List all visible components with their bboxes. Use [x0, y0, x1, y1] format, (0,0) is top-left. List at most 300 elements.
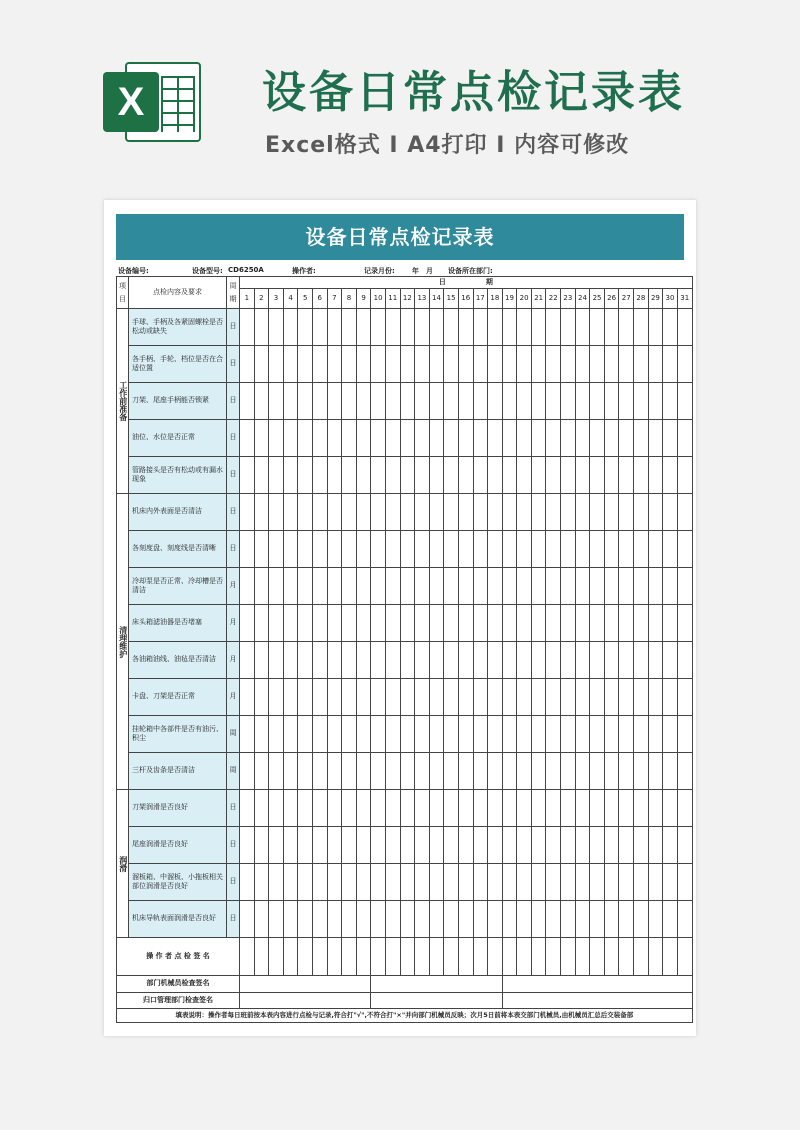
check-cell[interactable]	[546, 753, 561, 790]
check-cell[interactable]	[634, 531, 649, 568]
check-cell[interactable]	[531, 309, 546, 346]
check-cell[interactable]	[619, 605, 634, 642]
check-cell[interactable]	[312, 420, 327, 457]
check-cell[interactable]	[663, 383, 678, 420]
check-cell[interactable]	[356, 309, 371, 346]
check-cell[interactable]	[240, 642, 255, 679]
check-cell[interactable]	[546, 309, 561, 346]
check-cell[interactable]	[590, 679, 605, 716]
check-cell[interactable]	[663, 827, 678, 864]
check-cell[interactable]	[371, 420, 386, 457]
check-cell[interactable]	[400, 827, 415, 864]
check-cell[interactable]	[415, 309, 430, 346]
check-cell[interactable]	[531, 827, 546, 864]
check-cell[interactable]	[663, 864, 678, 901]
check-cell[interactable]	[429, 642, 444, 679]
check-cell[interactable]	[298, 568, 313, 605]
sign-cell[interactable]	[502, 976, 692, 993]
check-cell[interactable]	[327, 457, 342, 494]
check-cell[interactable]	[634, 864, 649, 901]
check-cell[interactable]	[385, 568, 400, 605]
check-cell[interactable]	[458, 790, 473, 827]
check-cell[interactable]	[254, 531, 269, 568]
check-cell[interactable]	[619, 346, 634, 383]
check-cell[interactable]	[531, 383, 546, 420]
check-cell[interactable]	[604, 864, 619, 901]
check-cell[interactable]	[546, 790, 561, 827]
check-cell[interactable]	[546, 420, 561, 457]
check-cell[interactable]	[634, 457, 649, 494]
check-cell[interactable]	[575, 420, 590, 457]
check-cell[interactable]	[590, 790, 605, 827]
check-cell[interactable]	[663, 309, 678, 346]
check-cell[interactable]	[240, 309, 255, 346]
check-cell[interactable]	[342, 383, 357, 420]
check-cell[interactable]	[444, 309, 459, 346]
sign-cell[interactable]	[488, 938, 503, 976]
check-cell[interactable]	[488, 309, 503, 346]
check-cell[interactable]	[575, 716, 590, 753]
check-cell[interactable]	[429, 531, 444, 568]
sign-cell[interactable]	[502, 938, 517, 976]
check-cell[interactable]	[546, 901, 561, 938]
check-cell[interactable]	[327, 568, 342, 605]
check-cell[interactable]	[502, 383, 517, 420]
check-cell[interactable]	[502, 790, 517, 827]
check-cell[interactable]	[254, 901, 269, 938]
check-cell[interactable]	[444, 753, 459, 790]
check-cell[interactable]	[240, 864, 255, 901]
check-cell[interactable]	[677, 531, 692, 568]
check-cell[interactable]	[327, 346, 342, 383]
check-cell[interactable]	[327, 827, 342, 864]
check-cell[interactable]	[517, 753, 532, 790]
check-cell[interactable]	[429, 901, 444, 938]
check-cell[interactable]	[604, 642, 619, 679]
check-cell[interactable]	[254, 420, 269, 457]
check-cell[interactable]	[269, 716, 284, 753]
check-cell[interactable]	[444, 901, 459, 938]
check-cell[interactable]	[371, 457, 386, 494]
check-cell[interactable]	[371, 568, 386, 605]
check-cell[interactable]	[517, 568, 532, 605]
check-cell[interactable]	[677, 420, 692, 457]
check-cell[interactable]	[269, 383, 284, 420]
check-cell[interactable]	[269, 827, 284, 864]
check-cell[interactable]	[283, 790, 298, 827]
check-cell[interactable]	[677, 642, 692, 679]
check-cell[interactable]	[575, 642, 590, 679]
check-cell[interactable]	[488, 531, 503, 568]
check-cell[interactable]	[473, 309, 488, 346]
check-cell[interactable]	[590, 494, 605, 531]
check-cell[interactable]	[371, 346, 386, 383]
check-cell[interactable]	[415, 383, 430, 420]
check-cell[interactable]	[488, 901, 503, 938]
check-cell[interactable]	[429, 346, 444, 383]
check-cell[interactable]	[619, 827, 634, 864]
check-cell[interactable]	[663, 346, 678, 383]
check-cell[interactable]	[531, 901, 546, 938]
check-cell[interactable]	[254, 568, 269, 605]
check-cell[interactable]	[473, 827, 488, 864]
check-cell[interactable]	[604, 901, 619, 938]
check-cell[interactable]	[429, 827, 444, 864]
check-cell[interactable]	[488, 827, 503, 864]
check-cell[interactable]	[604, 420, 619, 457]
check-cell[interactable]	[488, 457, 503, 494]
check-cell[interactable]	[385, 346, 400, 383]
check-cell[interactable]	[400, 383, 415, 420]
check-cell[interactable]	[269, 790, 284, 827]
check-cell[interactable]	[356, 753, 371, 790]
sign-cell[interactable]	[473, 938, 488, 976]
check-cell[interactable]	[429, 716, 444, 753]
check-cell[interactable]	[385, 864, 400, 901]
check-cell[interactable]	[531, 531, 546, 568]
check-cell[interactable]	[327, 420, 342, 457]
check-cell[interactable]	[298, 531, 313, 568]
check-cell[interactable]	[663, 901, 678, 938]
check-cell[interactable]	[648, 494, 663, 531]
check-cell[interactable]	[283, 568, 298, 605]
check-cell[interactable]	[312, 642, 327, 679]
check-cell[interactable]	[356, 457, 371, 494]
check-cell[interactable]	[575, 531, 590, 568]
check-cell[interactable]	[488, 642, 503, 679]
check-cell[interactable]	[531, 568, 546, 605]
check-cell[interactable]	[619, 864, 634, 901]
sign-cell[interactable]	[663, 938, 678, 976]
check-cell[interactable]	[254, 790, 269, 827]
check-cell[interactable]	[356, 494, 371, 531]
check-cell[interactable]	[400, 494, 415, 531]
check-cell[interactable]	[473, 605, 488, 642]
check-cell[interactable]	[444, 642, 459, 679]
check-cell[interactable]	[415, 901, 430, 938]
check-cell[interactable]	[575, 457, 590, 494]
check-cell[interactable]	[400, 531, 415, 568]
check-cell[interactable]	[575, 901, 590, 938]
check-cell[interactable]	[458, 753, 473, 790]
sign-cell[interactable]	[619, 938, 634, 976]
check-cell[interactable]	[575, 864, 590, 901]
check-cell[interactable]	[663, 457, 678, 494]
check-cell[interactable]	[619, 494, 634, 531]
sign-cell[interactable]	[444, 938, 459, 976]
check-cell[interactable]	[371, 531, 386, 568]
check-cell[interactable]	[269, 753, 284, 790]
check-cell[interactable]	[415, 346, 430, 383]
check-cell[interactable]	[531, 753, 546, 790]
check-cell[interactable]	[312, 864, 327, 901]
check-cell[interactable]	[429, 753, 444, 790]
check-cell[interactable]	[269, 901, 284, 938]
check-cell[interactable]	[342, 494, 357, 531]
check-cell[interactable]	[502, 864, 517, 901]
check-cell[interactable]	[429, 420, 444, 457]
check-cell[interactable]	[663, 642, 678, 679]
check-cell[interactable]	[663, 494, 678, 531]
check-cell[interactable]	[283, 494, 298, 531]
sign-cell[interactable]	[604, 938, 619, 976]
check-cell[interactable]	[385, 753, 400, 790]
check-cell[interactable]	[488, 346, 503, 383]
check-cell[interactable]	[502, 642, 517, 679]
check-cell[interactable]	[590, 827, 605, 864]
check-cell[interactable]	[634, 901, 649, 938]
check-cell[interactable]	[327, 642, 342, 679]
check-cell[interactable]	[254, 642, 269, 679]
check-cell[interactable]	[283, 605, 298, 642]
check-cell[interactable]	[677, 753, 692, 790]
check-cell[interactable]	[356, 642, 371, 679]
check-cell[interactable]	[415, 457, 430, 494]
check-cell[interactable]	[385, 494, 400, 531]
check-cell[interactable]	[619, 568, 634, 605]
check-cell[interactable]	[327, 605, 342, 642]
check-cell[interactable]	[298, 901, 313, 938]
check-cell[interactable]	[400, 457, 415, 494]
check-cell[interactable]	[561, 827, 576, 864]
check-cell[interactable]	[444, 568, 459, 605]
check-cell[interactable]	[561, 309, 576, 346]
check-cell[interactable]	[444, 790, 459, 827]
check-cell[interactable]	[269, 309, 284, 346]
check-cell[interactable]	[254, 753, 269, 790]
check-cell[interactable]	[254, 346, 269, 383]
check-cell[interactable]	[546, 346, 561, 383]
check-cell[interactable]	[663, 790, 678, 827]
check-cell[interactable]	[634, 642, 649, 679]
check-cell[interactable]	[283, 827, 298, 864]
check-cell[interactable]	[269, 420, 284, 457]
check-cell[interactable]	[677, 790, 692, 827]
check-cell[interactable]	[444, 531, 459, 568]
check-cell[interactable]	[371, 753, 386, 790]
check-cell[interactable]	[400, 605, 415, 642]
check-cell[interactable]	[502, 716, 517, 753]
check-cell[interactable]	[342, 827, 357, 864]
check-cell[interactable]	[269, 494, 284, 531]
check-cell[interactable]	[531, 864, 546, 901]
check-cell[interactable]	[415, 827, 430, 864]
check-cell[interactable]	[648, 420, 663, 457]
check-cell[interactable]	[283, 642, 298, 679]
check-cell[interactable]	[604, 383, 619, 420]
check-cell[interactable]	[546, 827, 561, 864]
check-cell[interactable]	[312, 605, 327, 642]
check-cell[interactable]	[444, 457, 459, 494]
check-cell[interactable]	[342, 568, 357, 605]
check-cell[interactable]	[400, 642, 415, 679]
check-cell[interactable]	[648, 642, 663, 679]
check-cell[interactable]	[298, 346, 313, 383]
check-cell[interactable]	[590, 568, 605, 605]
check-cell[interactable]	[283, 531, 298, 568]
check-cell[interactable]	[312, 679, 327, 716]
check-cell[interactable]	[473, 790, 488, 827]
check-cell[interactable]	[517, 457, 532, 494]
check-cell[interactable]	[561, 346, 576, 383]
check-cell[interactable]	[561, 420, 576, 457]
check-cell[interactable]	[590, 753, 605, 790]
check-cell[interactable]	[429, 864, 444, 901]
check-cell[interactable]	[561, 864, 576, 901]
check-cell[interactable]	[648, 457, 663, 494]
check-cell[interactable]	[561, 531, 576, 568]
check-cell[interactable]	[327, 494, 342, 531]
check-cell[interactable]	[400, 716, 415, 753]
check-cell[interactable]	[502, 420, 517, 457]
check-cell[interactable]	[634, 383, 649, 420]
check-cell[interactable]	[269, 642, 284, 679]
check-cell[interactable]	[619, 531, 634, 568]
check-cell[interactable]	[634, 346, 649, 383]
check-cell[interactable]	[546, 494, 561, 531]
check-cell[interactable]	[415, 716, 430, 753]
check-cell[interactable]	[342, 864, 357, 901]
check-cell[interactable]	[648, 309, 663, 346]
check-cell[interactable]	[531, 642, 546, 679]
check-cell[interactable]	[502, 605, 517, 642]
check-cell[interactable]	[385, 790, 400, 827]
check-cell[interactable]	[283, 457, 298, 494]
check-cell[interactable]	[400, 568, 415, 605]
check-cell[interactable]	[342, 605, 357, 642]
check-cell[interactable]	[342, 716, 357, 753]
check-cell[interactable]	[356, 605, 371, 642]
check-cell[interactable]	[298, 864, 313, 901]
sign-cell[interactable]	[371, 976, 502, 993]
check-cell[interactable]	[517, 827, 532, 864]
check-cell[interactable]	[342, 309, 357, 346]
check-cell[interactable]	[415, 531, 430, 568]
check-cell[interactable]	[531, 605, 546, 642]
sign-cell[interactable]	[240, 976, 371, 993]
check-cell[interactable]	[648, 753, 663, 790]
sign-cell[interactable]	[240, 938, 255, 976]
check-cell[interactable]	[561, 605, 576, 642]
check-cell[interactable]	[342, 420, 357, 457]
sign-cell[interactable]	[517, 938, 532, 976]
check-cell[interactable]	[356, 568, 371, 605]
sign-cell[interactable]	[634, 938, 649, 976]
check-cell[interactable]	[677, 383, 692, 420]
check-cell[interactable]	[283, 901, 298, 938]
check-cell[interactable]	[444, 383, 459, 420]
check-cell[interactable]	[575, 346, 590, 383]
check-cell[interactable]	[575, 605, 590, 642]
check-cell[interactable]	[371, 790, 386, 827]
check-cell[interactable]	[488, 790, 503, 827]
check-cell[interactable]	[517, 864, 532, 901]
check-cell[interactable]	[531, 346, 546, 383]
check-cell[interactable]	[312, 753, 327, 790]
check-cell[interactable]	[385, 420, 400, 457]
check-cell[interactable]	[502, 679, 517, 716]
check-cell[interactable]	[517, 531, 532, 568]
sign-cell[interactable]	[356, 938, 371, 976]
check-cell[interactable]	[269, 605, 284, 642]
check-cell[interactable]	[254, 309, 269, 346]
check-cell[interactable]	[648, 679, 663, 716]
check-cell[interactable]	[240, 679, 255, 716]
sign-cell[interactable]	[312, 938, 327, 976]
check-cell[interactable]	[502, 457, 517, 494]
check-cell[interactable]	[429, 790, 444, 827]
check-cell[interactable]	[619, 716, 634, 753]
check-cell[interactable]	[240, 790, 255, 827]
check-cell[interactable]	[634, 790, 649, 827]
check-cell[interactable]	[502, 753, 517, 790]
check-cell[interactable]	[327, 716, 342, 753]
check-cell[interactable]	[327, 864, 342, 901]
check-cell[interactable]	[312, 827, 327, 864]
check-cell[interactable]	[444, 420, 459, 457]
check-cell[interactable]	[590, 309, 605, 346]
check-cell[interactable]	[298, 753, 313, 790]
check-cell[interactable]	[371, 605, 386, 642]
sign-cell[interactable]	[415, 938, 430, 976]
check-cell[interactable]	[371, 309, 386, 346]
check-cell[interactable]	[604, 679, 619, 716]
check-cell[interactable]	[371, 642, 386, 679]
check-cell[interactable]	[546, 457, 561, 494]
check-cell[interactable]	[502, 309, 517, 346]
check-cell[interactable]	[458, 531, 473, 568]
check-cell[interactable]	[517, 346, 532, 383]
check-cell[interactable]	[502, 531, 517, 568]
check-cell[interactable]	[531, 494, 546, 531]
check-cell[interactable]	[283, 864, 298, 901]
check-cell[interactable]	[473, 716, 488, 753]
check-cell[interactable]	[677, 457, 692, 494]
check-cell[interactable]	[561, 457, 576, 494]
check-cell[interactable]	[240, 383, 255, 420]
check-cell[interactable]	[473, 346, 488, 383]
check-cell[interactable]	[677, 568, 692, 605]
check-cell[interactable]	[502, 901, 517, 938]
check-cell[interactable]	[634, 420, 649, 457]
check-cell[interactable]	[458, 716, 473, 753]
check-cell[interactable]	[531, 420, 546, 457]
check-cell[interactable]	[648, 383, 663, 420]
sign-cell[interactable]	[429, 938, 444, 976]
check-cell[interactable]	[283, 420, 298, 457]
check-cell[interactable]	[546, 679, 561, 716]
check-cell[interactable]	[400, 901, 415, 938]
check-cell[interactable]	[342, 346, 357, 383]
check-cell[interactable]	[327, 309, 342, 346]
check-cell[interactable]	[371, 494, 386, 531]
check-cell[interactable]	[648, 827, 663, 864]
check-cell[interactable]	[517, 642, 532, 679]
check-cell[interactable]	[269, 864, 284, 901]
check-cell[interactable]	[240, 457, 255, 494]
check-cell[interactable]	[269, 531, 284, 568]
check-cell[interactable]	[502, 827, 517, 864]
check-cell[interactable]	[473, 383, 488, 420]
check-cell[interactable]	[590, 383, 605, 420]
check-cell[interactable]	[298, 827, 313, 864]
check-cell[interactable]	[546, 531, 561, 568]
check-cell[interactable]	[254, 679, 269, 716]
check-cell[interactable]	[546, 605, 561, 642]
check-cell[interactable]	[269, 568, 284, 605]
check-cell[interactable]	[283, 346, 298, 383]
check-cell[interactable]	[546, 642, 561, 679]
